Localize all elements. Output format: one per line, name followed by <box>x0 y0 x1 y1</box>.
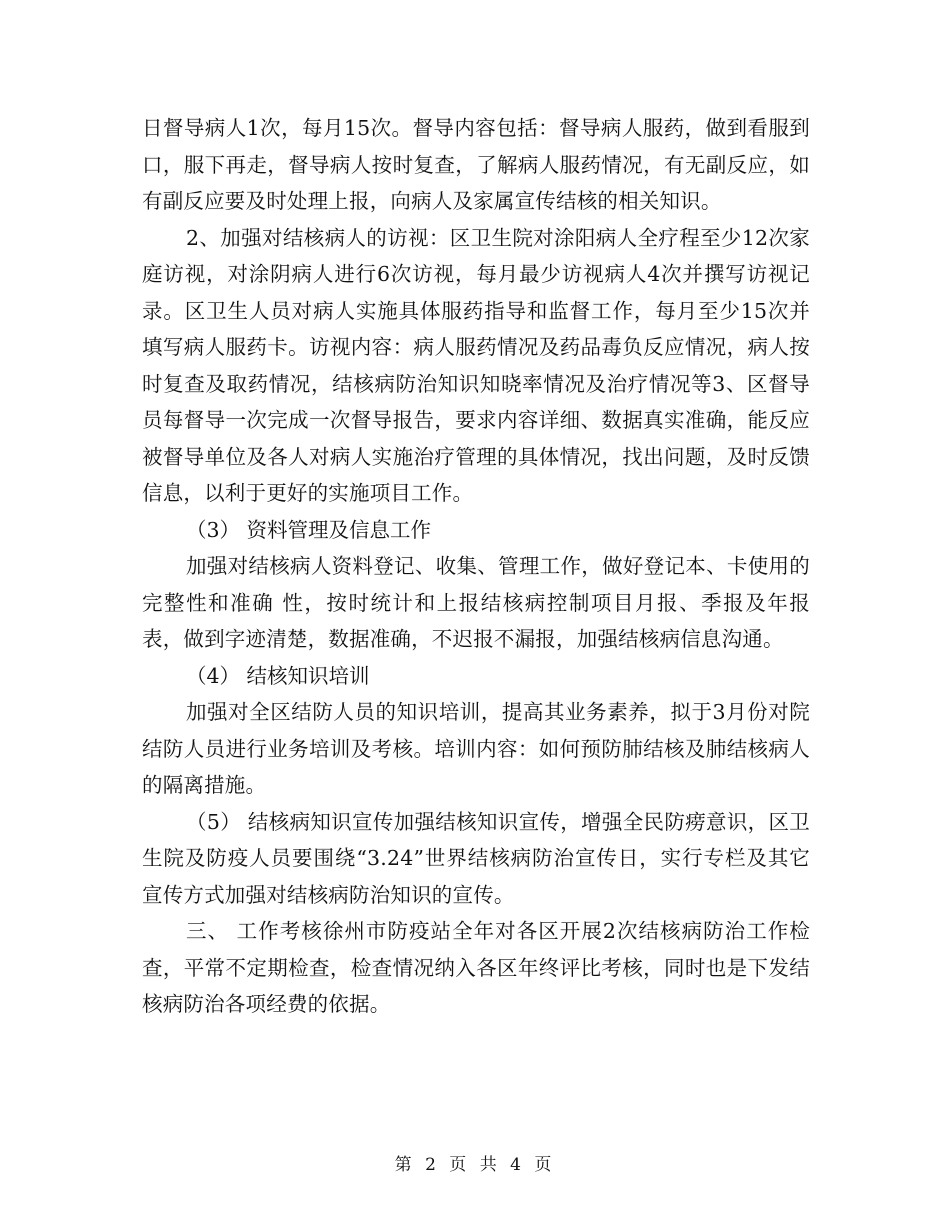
paragraph-patient-visits: 2、加强对结核病人的访视：区卫生院对涂阳病人全疗程至少12次家庭访视，对涂阴病人进行6次访视，每月最少访视病人4次并撰写访视记录。区卫生人员对病人实施具体服药指导和监督工作，每月至少15次并填写病人服药卡。访视内容：病人服药情况及药品毒负反应情况，病人按时复查及取药情况，结核病防治知识知晓率情况及治疗情况等3、区督导员每督导一次完成一次督导报告，要求内容详细、数据真实准确，能反应被督导单位及各人对病人实施治疗管理的具体情况，找出问题，及时反馈信息，以利于更好的实施项目工作。 <box>142 225 810 505</box>
paragraph-supervision-content: 日督导病人1次，每月15次。督导内容包括：督导病人服药，做到看服到口，服下再走，督导病人按时复查，了解病人服药情况，有无副反应，如有副反应要及时处理上报，向病人及家属宣传结核的相关知识。 <box>142 116 810 213</box>
paragraph-knowledge-publicity: （5） 结核病知识宣传加强结核知识宣传，增强全民防痨意识，区卫生院及防疫人员要围绕“3.24”世界结核病防治宣传日，实行专栏及其它宣传方式加强对结核病防治知识的宣传。 <box>142 809 810 907</box>
paragraph-knowledge-training: 加强对全区结防人员的知识培训，提高其业务素养，拟于3月份对院结防人员进行业务培训及考核。培训内容：如何预防肺结核及肺结核病人的隔离措施。 <box>142 700 810 797</box>
heading-knowledge-training: （4） 结核知识培训 <box>186 663 370 688</box>
page-number-footer: 第 2 页 共 4 页 <box>394 1155 556 1175</box>
document-body <box>142 110 810 1023</box>
heading-data-management: （3） 资料管理及信息工作 <box>186 517 432 542</box>
paragraph-data-management: 加强对结核病人资料登记、收集、管理工作，做好登记本、卡使用的完整性和准确 性，按时统计和上报结核病控制项目月报、季报及年报表，做到字迹清楚，数据准确，不迟报不漏报，加强结核病信息沟通。 <box>142 554 810 651</box>
paragraph-work-assessment: 三、 工作考核徐州市防疫站全年对各区开展2次结核病防治工作检查，平常不定期检查，检查情况纳入各区年终评比考核，同时也是下发结核病防治各项经费的依据。 <box>142 919 810 1016</box>
